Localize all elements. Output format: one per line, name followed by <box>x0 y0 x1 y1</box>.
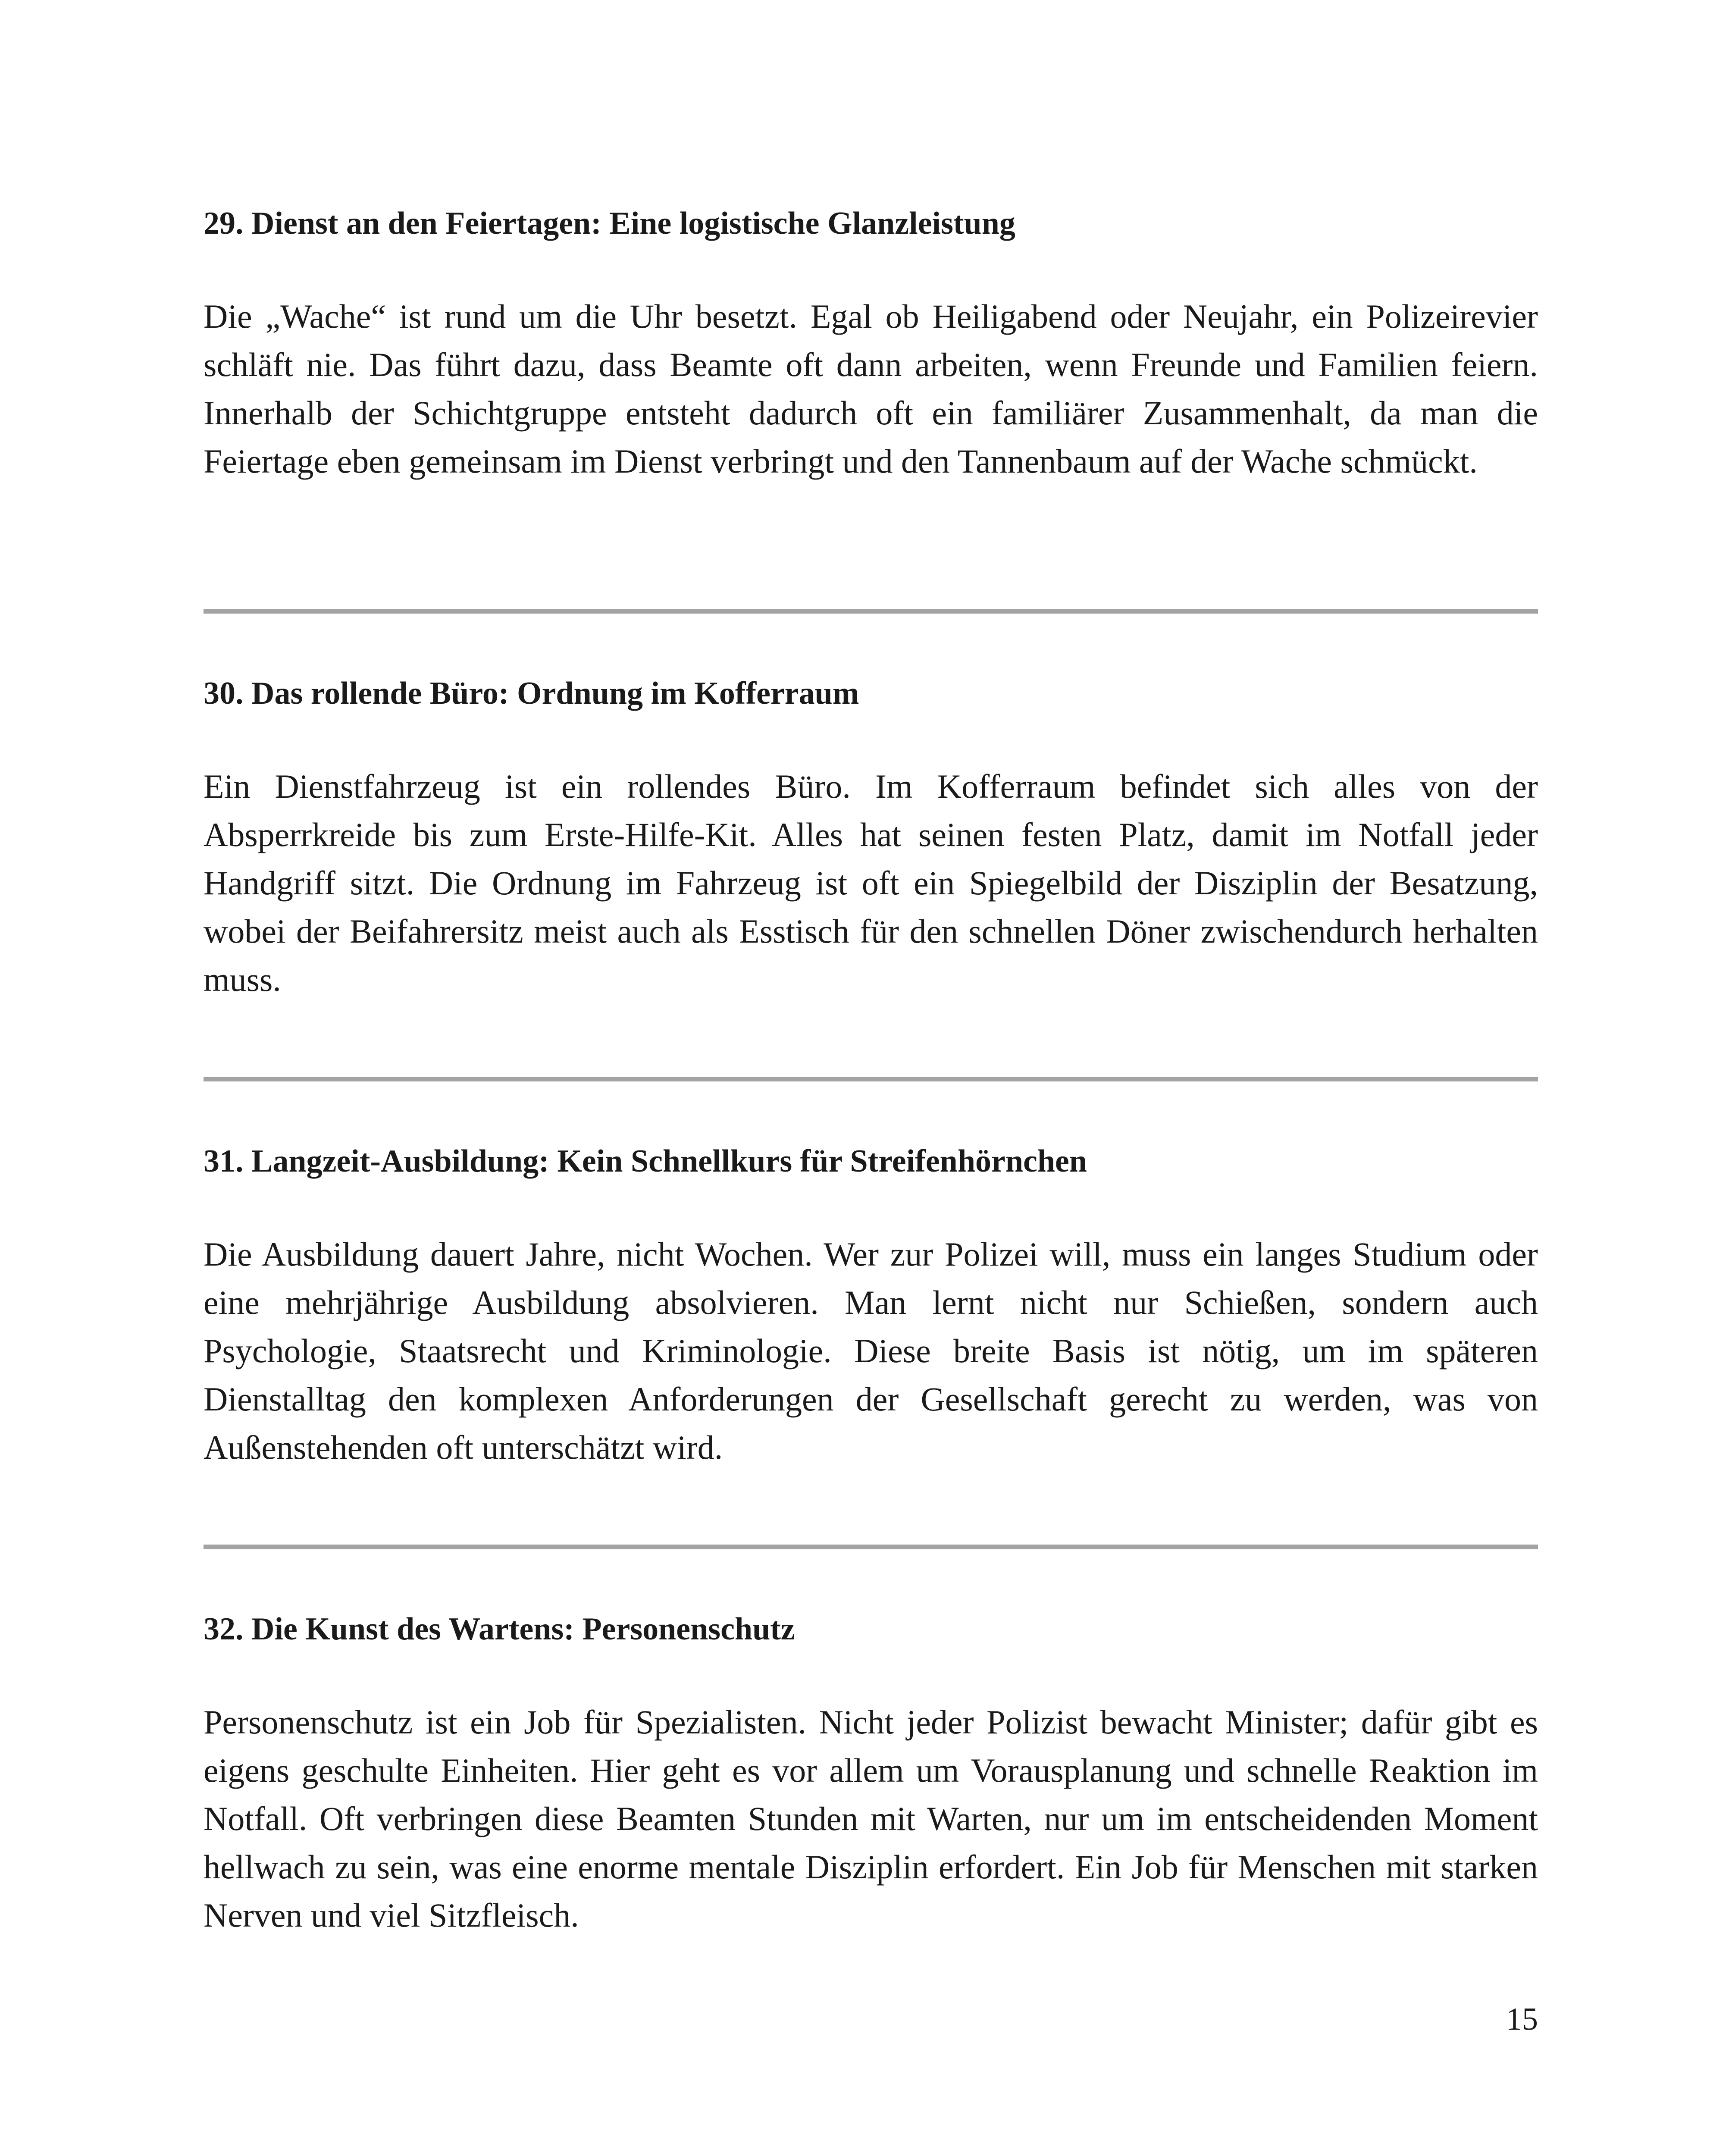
section-divider <box>204 609 1538 614</box>
section-30 <box>204 673 1538 1004</box>
section-divider <box>204 1077 1538 1081</box>
section-body: Ein Dienstfahrzeug ist ein rollendes Büro. Im Kofferraum befindet sich alles von der Absperrkreide bis zum Erste-Hilfe-Kit. Alles hat seinen festen Platz, damit im Notfall jeder Handgriff sitzt. Die Ordnung im Fahrzeug ist oft ein Spiegelbild der Disziplin der Besatzung, wobei der Beifahrersitz meist auch als Esstisch für den schnellen Döner zwischendurch herhalten muss. <box>204 768 1538 998</box>
section-heading: 31. Langzeit-Ausbildung: Kein Schnellkurs für Streifenhörnchen <box>204 1144 1087 1179</box>
section-heading: 29. Dienst an den Feiertagen: Eine logistische Glanzleistung <box>204 206 1015 241</box>
page-number: 15 <box>1506 2002 1538 2037</box>
section-29 <box>204 203 1538 486</box>
document-page <box>204 0 1538 2156</box>
section-body: Personenschutz ist ein Job für Spezialisten. Nicht jeder Polizist bewacht Minister; dafür gibt es eigens geschulte Einheiten. Hier geht es vor allem um Vorausplanung und schnelle Reaktion im Notfall. Oft verbringen diese Beamten Stunden mit Warten, nur um im entscheidenden Moment hellwach zu sein, was eine enorme mentale Disziplin erfordert. Ein Job für Menschen mit starken Nerven und viel Sitzfleisch. <box>204 1703 1538 1934</box>
section-divider <box>204 1545 1538 1549</box>
section-32 <box>204 1608 1538 1940</box>
section-heading: 32. Die Kunst des Wartens: Personenschutz <box>204 1611 795 1647</box>
section-31 <box>204 1141 1538 1472</box>
section-body: Die Ausbildung dauert Jahre, nicht Wochen. Wer zur Polizei will, muss ein langes Studium oder eine mehrjährige Ausbildung absolvieren. Man lernt nicht nur Schießen, sondern auch Psychologie, Staatsrecht und Kriminologie. Diese breite Basis ist nötig, um im späteren Dienstalltag den komplexen Anforderungen der Gesellschaft gerecht zu werden, was von Außenstehenden oft unterschätzt wird. <box>204 1235 1538 1466</box>
section-body: Die „Wache“ ist rund um die Uhr besetzt. Egal ob Heiligabend oder Neujahr, ein Polizeirevier schläft nie. Das führt dazu, dass Beamte oft dann arbeiten, wenn Freunde und Familien feiern. Innerhalb der Schichtgruppe entsteht dadurch oft ein familiärer Zusammenhalt, da man die Feiertage eben gemeinsam im Dienst verbringt und den Tannenbaum auf der Wache schmückt. <box>204 298 1538 480</box>
section-heading: 30. Das rollende Büro: Ordnung im Kofferraum <box>204 676 859 711</box>
